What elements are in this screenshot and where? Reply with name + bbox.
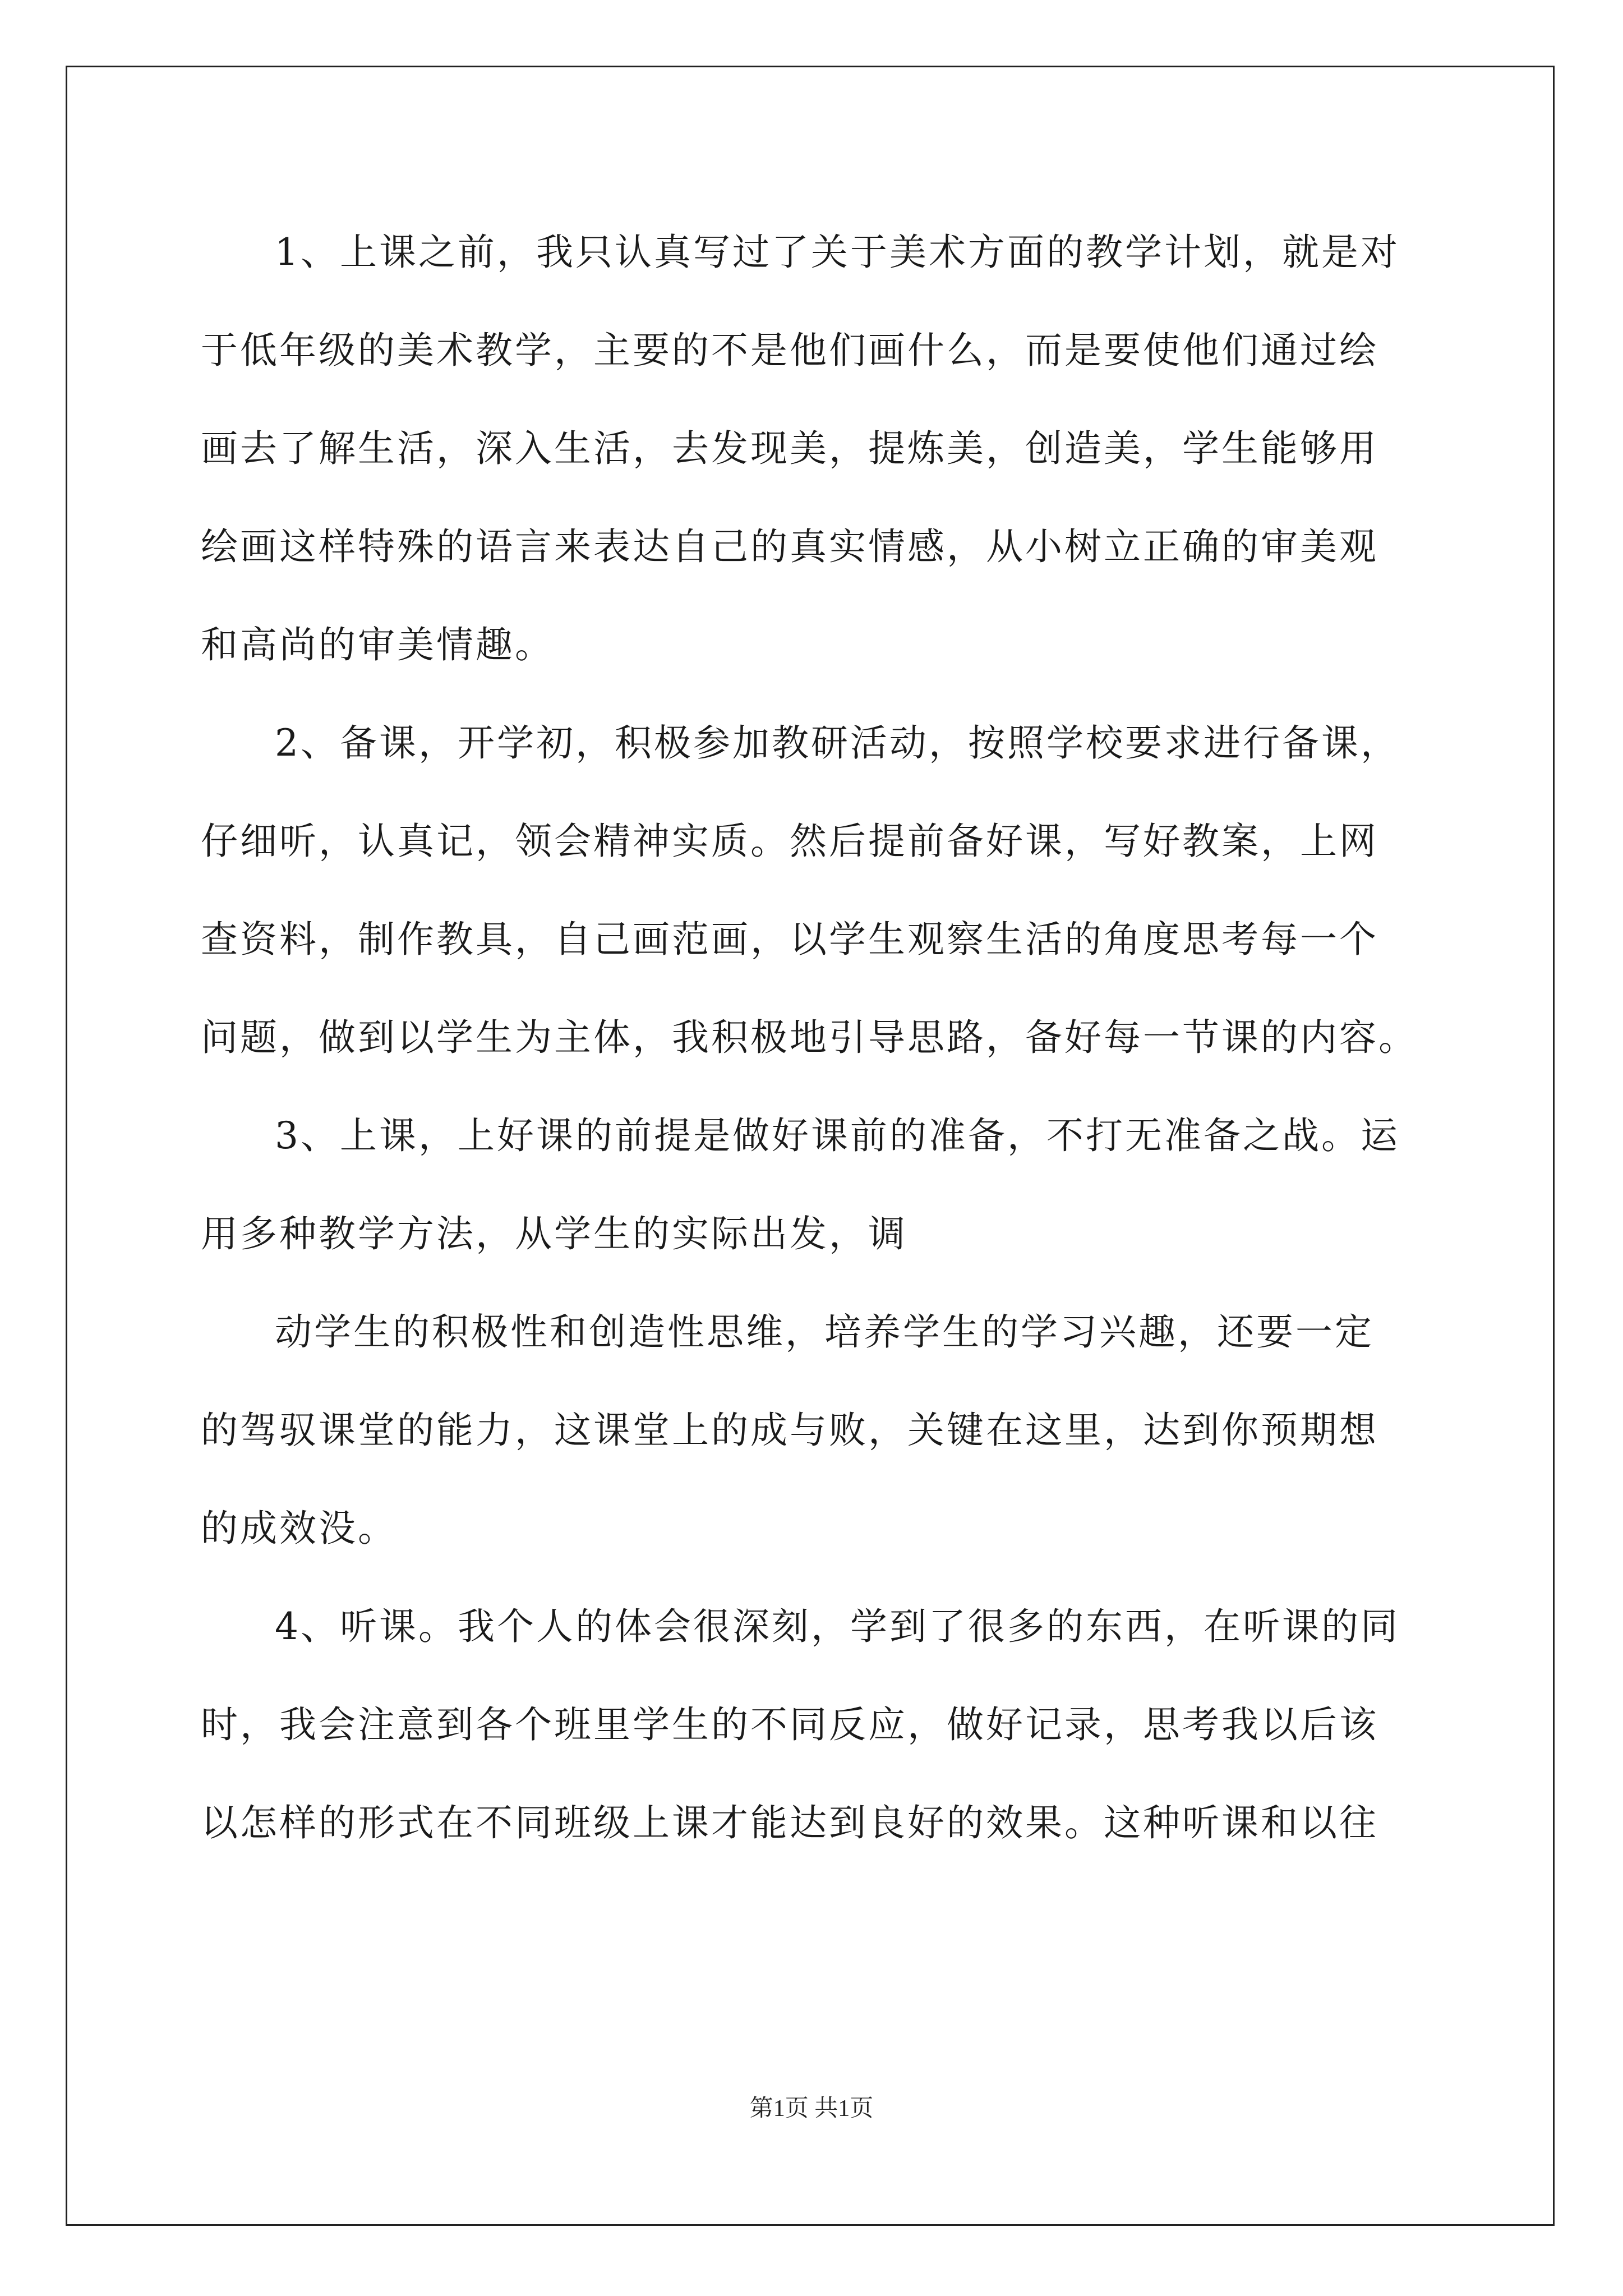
paragraph-4-line-2: 的驾驭课堂的能力，这课堂上的成与败，关键在这里，达到你预期想 [201,1409,1378,1452]
paragraph-4-line-3: 的成效没。 [201,1507,397,1550]
page-number-footer: 第1页 共1页 [749,2096,874,2122]
paragraph-1-line-5: 和高尚的审美情趣。 [201,623,554,666]
paragraph-2-line-3: 查资料，制作教具，自己画范画，以学生观察生活的角度思考每一个 [201,918,1378,961]
paragraph-2-line-1: 2、备课，开学初，积极参加教研活动，按照学校要求进行备课， [275,721,1400,765]
paragraph-5-line-2: 时，我会注意到各个班里学生的不同反应，做好记录，思考我以后该 [201,1703,1378,1746]
paragraph-1-line-2: 于低年级的美术教学，主要的不是他们画什么，而是要使他们通过绘 [201,329,1378,372]
paragraph-2-line-4: 问题，做到以学生为主体，我积极地引导思路，备好每一节课的内容。 [201,1016,1418,1059]
paragraph-1-line-1: 1、上课之前，我只认真写过了关于美术方面的教学计划，就是对 [275,231,1400,274]
paragraph-5-line-1: 4、听课。我个人的体会很深刻，学到了很多的东西，在听课的同 [275,1605,1400,1648]
paragraph-5-line-3: 以怎样的形式在不同班级上课才能达到良好的效果。这种听课和以往 [201,1801,1378,1844]
paragraph-3-line-1: 3、上课，上好课的前提是做好课前的准备，不打无准备之战。运 [275,1114,1400,1157]
paragraph-4-line-1: 动学生的积极性和创造性思维，培养学生的学习兴趣，还要一定 [275,1310,1374,1354]
paragraph-2-line-2: 仔细听，认真记，领会精神实质。然后提前备好课，写好教案，上网 [201,820,1378,863]
document-body [201,214,1423,1883]
paragraph-3-line-2: 用多种教学方法，从学生的实际出发，调 [201,1212,907,1255]
paragraph-1-line-3: 画去了解生活，深入生活，去发现美，提炼美，创造美，学生能够用 [201,427,1378,470]
paragraph-1-line-4: 绘画这样特殊的语言来表达自己的真实情感，从小树立正确的审美观 [201,525,1378,568]
